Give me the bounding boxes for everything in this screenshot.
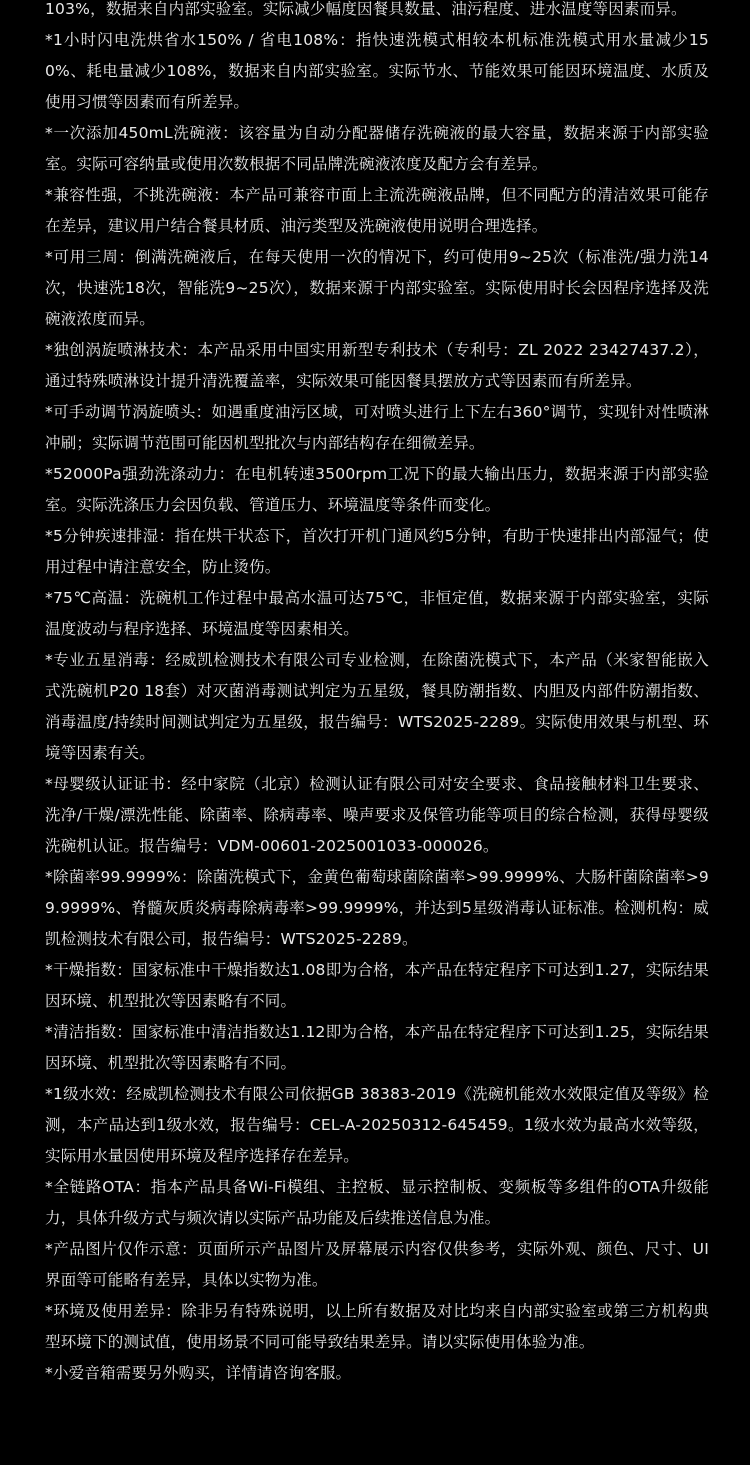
disclaimer-notes-list: [45, 0, 709, 1389]
note-item: *一次添加450mL洗碗液：该容量为自动分配器储存洗碗液的最大容量，数据来源于内部实验室。实际可容纳量或使用次数根据不同品牌洗碗液浓度及配方会有差异。: [45, 124, 709, 173]
note-item: *可用三周：倒满洗碗液后，在每天使用一次的情况下，约可使用9~25次（标准洗/强力洗14次，快速洗18次，智能洗9~25次），数据来源于内部实验室。实际使用时长会因程序选择及洗碗液浓度而异。: [45, 248, 709, 328]
note-item: *1小时闪电洗烘省水150% / 省电108%：指快速洗模式相较本机标准洗模式用水量减少150%、耗电量减少108%，数据来自内部实验室。实际节水、节能效果可能因环境温度、水质及使用习惯等因素而有所差异。: [45, 31, 709, 111]
note-item: *产品图片仅作示意：页面所示产品图片及屏幕展示内容仅供参考，实际外观、颜色、尺寸、UI界面等可能略有差异，具体以实物为准。: [45, 1240, 709, 1289]
note-item: *全链路OTA：指本产品具备Wi-Fi模组、主控板、显示控制板、变频板等多组件的OTA升级能力，具体升级方式与频次请以实际产品功能及后续推送信息为准。: [45, 1178, 709, 1227]
note-item: *兼容性强，不挑洗碗液：本产品可兼容市面上主流洗碗液品牌，但不同配方的清洁效果可能存在差异，建议用户结合餐具材质、油污类型及洗碗液使用说明合理选择。: [45, 186, 709, 235]
note-item: *干燥指数：国家标准中干燥指数达1.08即为合格，本产品在特定程序下可达到1.27，实际结果因环境、机型批次等因素略有不同。: [45, 961, 709, 1010]
note-item: *专业五星消毒：经威凯检测技术有限公司专业检测，在除菌洗模式下，本产品（米家智能嵌入式洗碗机P20 18套）对灭菌消毒测试判定为五星级，餐具防潮指数、内胆及内部件防潮指数、消毒温度/持续时间测试判定为五星级，报告编号：WTS2025-2289。实际使用效果与机型、环境等因素有关。: [45, 651, 709, 762]
note-item: *5分钟疾速排湿：指在烘干状态下，首次打开机门通风约5分钟，有助于快速排出内部湿气；使用过程中请注意安全，防止烫伤。: [45, 527, 709, 576]
note-item: 103%，数据来自内部实验室。实际减少幅度因餐具数量、油污程度、进水温度等因素而异。: [45, 0, 687, 18]
note-item: *独创涡旋喷淋技术：本产品采用中国实用新型专利技术（专利号：ZL 2022 23427437.2），通过特殊喷淋设计提升清洗覆盖率，实际效果可能因餐具摆放方式等因素而有所差异。: [45, 341, 709, 390]
note-item: *除菌率99.9999%：除菌洗模式下，金黄色葡萄球菌除菌率>99.9999%、大肠杆菌除菌率>99.9999%、脊髓灰质炎病毒除病毒率>99.9999%，并达到5星级消毒认证标准。检测机构：威凯检测技术有限公司，报告编号：WTS2025-2289。: [45, 868, 709, 948]
note-item: *环境及使用差异：除非另有特殊说明，以上所有数据及对比均来自内部实验室或第三方机构典型环境下的测试值，使用场景不同可能导致结果差异。请以实际使用体验为准。: [45, 1302, 709, 1351]
note-item: *小爱音箱需要另外购买，详情请咨询客服。: [45, 1364, 352, 1382]
note-item: *1级水效：经威凯检测技术有限公司依据GB 38383-2019《洗碗机能效水效限定值及等级》检测，本产品达到1级水效，报告编号：CEL-A-20250312-645459。1级水效为最高水效等级，实际用水量因使用环境及程序选择存在差异。: [45, 1085, 709, 1165]
note-item: *母婴级认证证书：经中家院（北京）检测认证有限公司对安全要求、食品接触材料卫生要求、洗净/干燥/漂洗性能、除菌率、除病毒率、噪声要求及保管功能等项目的综合检测，获得母婴级洗碗机认证。报告编号：VDM-00601-2025001033-000026。: [45, 775, 709, 855]
note-item: *75℃高温：洗碗机工作过程中最高水温可达75℃，非恒定值，数据来源于内部实验室，实际温度波动与程序选择、环境温度等因素相关。: [45, 589, 709, 638]
note-item: *52000Pa强劲洗涤动力：在电机转速3500rpm工况下的最大输出压力，数据来源于内部实验室。实际洗涤压力会因负载、管道压力、环境温度等条件而变化。: [45, 465, 709, 514]
note-item: *可手动调节涡旋喷头：如遇重度油污区域，可对喷头进行上下左右360°调节，实现针对性喷淋冲刷；实际调节范围可能因机型批次与内部结构存在细微差异。: [45, 403, 709, 452]
note-item: *清洁指数：国家标准中清洁指数达1.12即为合格，本产品在特定程序下可达到1.25，实际结果因环境、机型批次等因素略有不同。: [45, 1023, 709, 1072]
